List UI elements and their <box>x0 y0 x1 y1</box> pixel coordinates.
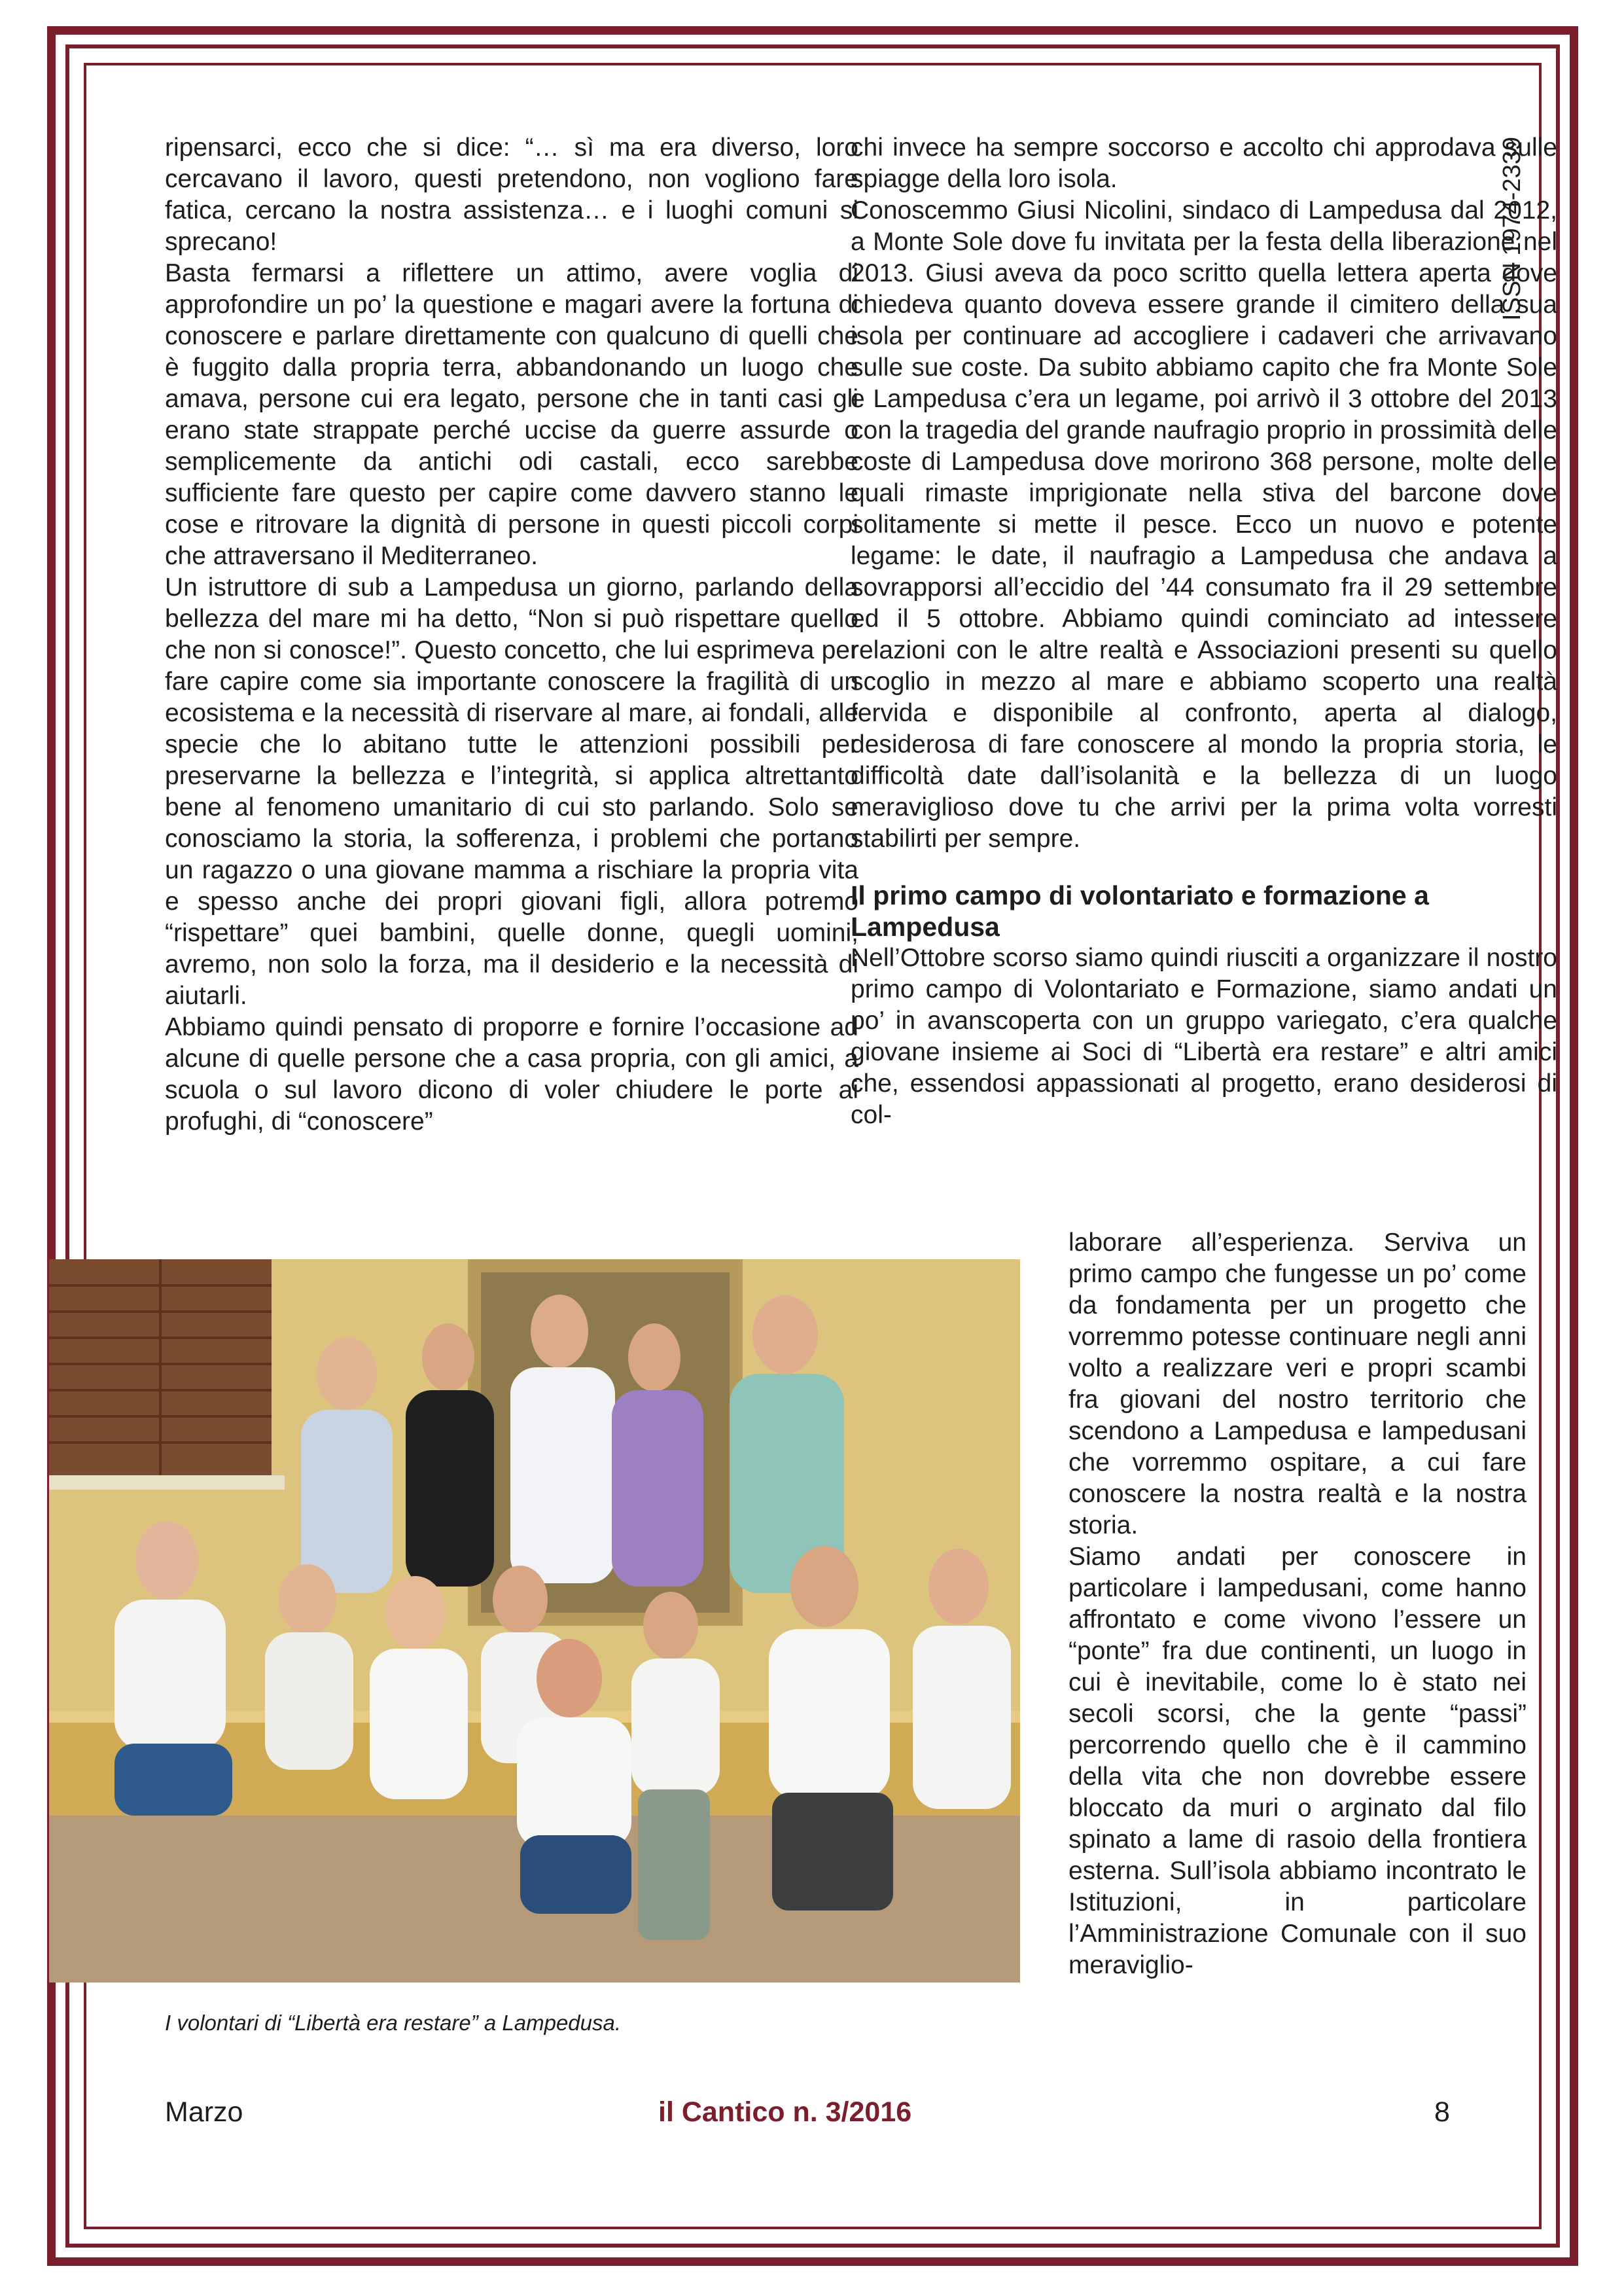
photo-caption: I volontari di “Libertà era restare” a Lampedusa. <box>165 2011 622 2035</box>
paragraph: chi invece ha sempre soccorso e accolto chi approdava sulle spiagge della loro isola. <box>851 134 1557 193</box>
section-heading: Il primo campo di volontariato e formazione a Lampedusa <box>851 880 1429 942</box>
issn-code: ISSN 1974-2339 <box>1498 137 1526 321</box>
paragraph: Conoscemmo Giusi Nicolini, sindaco di Lampedusa dal 2012, a Monte Sole dove fu invitata per la festa della liberazione nel 2013. Giusi aveva da poco scritto quella lettera aperta dove chiedeva quanto doveva essere grande il cimitero della sua isola per continuare ad accogliere i cadaveri che arrivavano sulle sue coste. Da subito abbiamo capito che fra Monte Sole e Lampedusa c’era un legame, poi arrivò il 3 ottobre del 2013 con la tragedia del grande naufragio proprio in prossimità delle coste di Lampedusa dove morirono 368 persone, molte delle quali rimaste imprigionate nella stiva del barcone dove solitamente si mette il pesce. Ecco un nuovo e potente legame: le date, il naufragio a Lampedusa che andava a sovrapporsi all’eccidio del ’44 consumato fra il 29 settembre ed il 5 ottobre. Abbiamo quindi cominciato ad intessere relazioni con le altre realtà e Associazioni presenti su quello scoglio in mezzo al mare e abbiamo scoperto una realtà fervida e disponibile al confronto, aperta al dialogo, desiderosa di fare conoscere al mondo la propria storia, le difficoltà date dall’isolanità e la bellezza di un luogo meraviglioso dove tu che arrivi per la prima volta vorresti stabilirti per sempre. <box>851 196 1557 853</box>
footer-publication: il Cantico n. 3/2016 <box>658 2096 912 2128</box>
paragraph: Abbiamo quindi pensato di proporre e fornire l’occasione ad alcune di quelle persone che a casa propria, con gli amici, a scuola o sul lavoro dicono di voler chiudere le porte ai profughi, di “conoscere” <box>165 1013 858 1136</box>
paragraph: ripensarci, ecco che si dice: “… sì ma era diverso, loro cercavano il lavoro, questi pretendono, non vogliono fare fatica, cercano la nostra assistenza… e i luoghi comuni si sprecano! <box>165 134 858 256</box>
text-column-continued <box>1068 1227 1527 1981</box>
group-photo <box>49 1259 1020 1982</box>
paragraph: laborare all’esperienza. Serviva un primo campo che fungesse un po’ come da fondamenta per un progetto che vorremmo potesse continuare negli anni volto a realizzare veri e propri scambi fra giovani del nostro territorio che scendono a Lampedusa e lampedusani che vorremmo ospitare, a cui fare conoscere la nostra realtà e la nostra storia. <box>1068 1229 1527 1539</box>
paragraph: Siamo andati per conoscere in particolare i lampedusani, come hanno affrontato e come vivono l’essere un “ponte” fra due continenti, un luogo in cui è inevitabile, come lo è stato nei secoli scorsi, che la gente “passi” percorrendo quello che è il cammino della vita che non dovrebbe essere bloccato da muri o arginato dal filo spinato a lame di rasoio della frontiera esterna. Sull’isola abbiamo incontrato le Istituzioni, in particolare l’Amministrazione Comunale con il suo meraviglio- <box>1068 1543 1527 1979</box>
page-number: 8 <box>1434 2096 1450 2128</box>
paragraph: Un istruttore di sub a Lampedusa un giorno, parlando della bellezza del mare mi ha detto, “Non si può rispettare quello che non si conosce!”. Questo concetto, che lui esprimeva per fare capire come sia importante conoscere la fragilità di un ecosistema e la necessità di riservare al mare, ai fondali, alle specie che lo abitano tutte le attenzioni possibili per preservarne la bellezza e l’integrità, si applica altrettanto bene al fenomeno umanitario di cui sto parlando. Solo se conosciamo la storia, la sofferenza, i problemi che portano un ragazzo o una giovane mamma a rischiare la propria vita e spesso anche dei propri giovani figli, allora potremo “rispettare” quei bambini, quelle donne, quegli uomini, avremo, non solo la forza, ma il desiderio e la necessità di aiutarli. <box>165 573 858 1010</box>
text-column-right <box>851 132 1557 1131</box>
paragraph: Nell’Ottobre scorso siamo quindi riusciti a organizzare il nostro primo campo di Volontariato e Formazione, siamo andati un po’ in avanscoperta con un gruppo variegato, c’era qualche giovane insieme ai Soci di “Libertà era restare” e altri amici che, essendosi appassionati al progetto, erano desiderosi di col- <box>851 944 1557 1129</box>
text-column-left <box>165 132 858 1138</box>
footer-month: Marzo <box>165 2096 243 2128</box>
paragraph: Basta fermarsi a riflettere un attimo, avere voglia di approfondire un po’ la questione e magari avere la fortuna di conoscere e parlare direttamente con qualcuno di quelli che è fuggito dalla propria terra, abbandonando un luogo che amava, persone cui era legato, persone che in tanti casi gli erano state strappate perché uccise da guerre assurde o semplicemente da antichi odi castali, ecco sarebbe sufficiente fare questo per capire come davvero stanno le cose e ritrovare la dignità di persone in questi piccoli corpi che attraversano il Mediterraneo. <box>165 259 858 570</box>
